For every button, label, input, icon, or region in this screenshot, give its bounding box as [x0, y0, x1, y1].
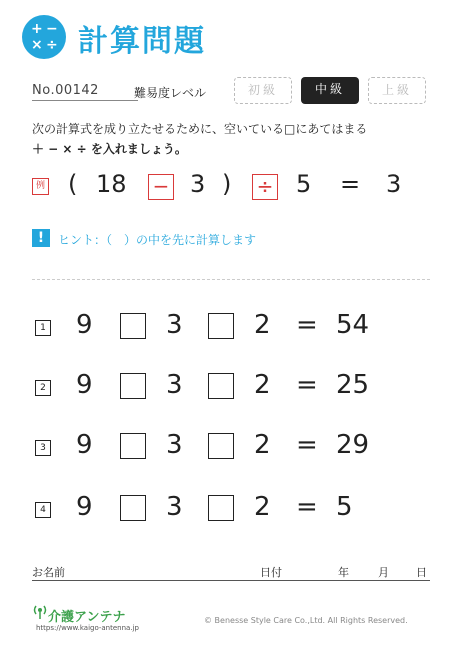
example-open-paren: (	[68, 170, 78, 198]
problem-equals: =	[296, 310, 318, 340]
copyright: © Benesse Style Care Co.,Ltd. All Rights Reserved.	[204, 616, 408, 625]
problem-number-b: 3	[166, 310, 183, 340]
month-label: 月	[378, 566, 389, 579]
problem-number: 1	[35, 320, 51, 336]
example-result: 3	[386, 170, 402, 198]
example-number-a: 18	[96, 170, 127, 198]
operator-blank-2[interactable]	[208, 495, 234, 521]
problem-result: 54	[336, 310, 370, 340]
section-divider	[32, 279, 430, 280]
operator-blank-1[interactable]	[120, 313, 146, 339]
problem-number-a: 9	[76, 492, 93, 522]
problem-result: 29	[336, 430, 370, 460]
example-tag: 例	[32, 178, 49, 195]
example-number-b: 3	[190, 170, 206, 198]
problem-number-c: 2	[254, 492, 271, 522]
operator-blank-2[interactable]	[208, 373, 234, 399]
antenna-icon	[33, 604, 47, 624]
problem-number: 4	[35, 502, 51, 518]
exclamation-icon: !	[32, 229, 50, 247]
hint-text: ヒント：（ ）の中を先に計算します	[58, 233, 257, 247]
level-advanced: 上級	[368, 77, 426, 104]
instruction-line-1: 次の計算式を成り立たせるために、空いている□にあてはまる	[32, 122, 368, 136]
number-underline	[32, 100, 138, 101]
minus-symbol: −	[46, 21, 58, 37]
footer-line	[32, 580, 430, 581]
problem-number-b: 3	[166, 492, 183, 522]
divide-symbol: ÷	[46, 37, 58, 53]
brand-url[interactable]: https://www.kaigo-antenna.jp	[36, 624, 139, 632]
problem-result: 25	[336, 370, 370, 400]
day-label: 日	[416, 566, 427, 579]
difficulty-label: 難易度レベル	[134, 86, 207, 100]
problem-number-a: 9	[76, 370, 93, 400]
page-title: 計算問題	[78, 24, 206, 59]
example-equals: =	[340, 170, 361, 198]
example-close-paren: )	[222, 170, 232, 198]
problem-number-b: 3	[166, 430, 183, 460]
problem-result: 5	[336, 492, 353, 522]
plus-symbol: +	[31, 21, 43, 37]
level-intermediate: 中級	[301, 77, 359, 104]
problem-equals: =	[296, 370, 318, 400]
example-number-c: 5	[296, 170, 312, 198]
instruction-line-2: ＋ − × ÷ を入れましょう。	[32, 142, 187, 156]
worksheet-number: No.00142	[32, 83, 99, 98]
problem-number-c: 2	[254, 370, 271, 400]
operator-blank-1[interactable]	[120, 495, 146, 521]
problem-number-a: 9	[76, 430, 93, 460]
operator-blank-2[interactable]	[208, 313, 234, 339]
name-label: お名前	[32, 566, 65, 579]
times-symbol: ×	[31, 37, 43, 53]
operator-blank-1[interactable]	[120, 373, 146, 399]
problem-number-c: 2	[254, 430, 271, 460]
operator-blank-1[interactable]	[120, 433, 146, 459]
operator-blank-2[interactable]	[208, 433, 234, 459]
problem-number-c: 2	[254, 310, 271, 340]
problem-equals: =	[296, 492, 318, 522]
year-label: 年	[338, 566, 349, 579]
example-operator-box-2: ÷	[252, 174, 278, 200]
problem-number: 2	[35, 380, 51, 396]
problem-number-a: 9	[76, 310, 93, 340]
date-label: 日付	[260, 566, 282, 579]
brand-logo-text: 介護アンテナ	[48, 610, 126, 625]
example-operator-box-1: −	[148, 174, 174, 200]
problem-equals: =	[296, 430, 318, 460]
problem-number-b: 3	[166, 370, 183, 400]
arithmetic-logo-icon	[22, 15, 66, 59]
level-beginner: 初級	[234, 77, 292, 104]
problem-number: 3	[35, 440, 51, 456]
